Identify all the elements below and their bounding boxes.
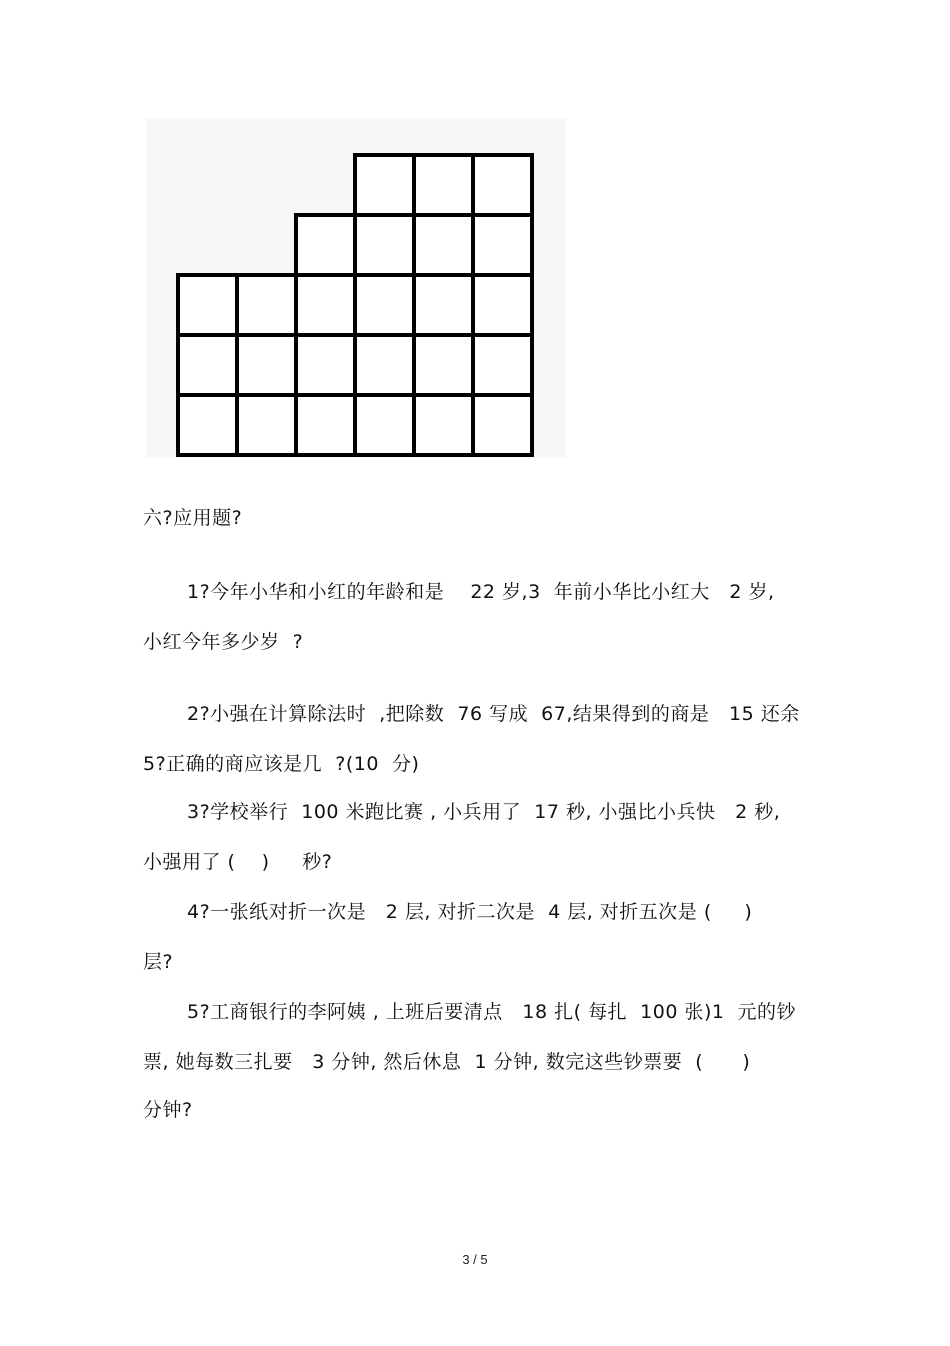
- grid-square: [178, 395, 237, 455]
- grid-square: [414, 395, 473, 455]
- grid-square: [296, 215, 355, 275]
- grid-square: [237, 275, 296, 335]
- grid-square: [414, 335, 473, 395]
- problem-1-line-1: 1?今年小华和小红的年龄和是 22 岁,3 年前小华比小红大 2 岁,: [187, 581, 775, 603]
- grid-square: [355, 395, 414, 455]
- grid-square: [296, 335, 355, 395]
- problem-3-line-1: 3?学校举行 100 米跑比赛 , 小兵用了 17 秒, 小强比小兵快 2 秒,: [187, 801, 781, 823]
- page-number: 3 / 5: [462, 1252, 488, 1267]
- problem-1-line-2: 小红今年多少岁 ?: [143, 631, 304, 653]
- grid-square: [414, 215, 473, 275]
- grid-square: [296, 275, 355, 335]
- grid-square: [473, 215, 532, 275]
- problem-5-line-2: 票, 她每数三扎要 3 分钟, 然后休息 1 分钟, 数完这些钞票要 ( ): [143, 1051, 751, 1073]
- grid-square: [473, 395, 532, 455]
- grid-square: [473, 155, 532, 215]
- grid-square: [355, 275, 414, 335]
- grid-square: [178, 275, 237, 335]
- problem-5-line-1: 5?工商银行的李阿姨 , 上班后要清点 18 扎( 每扎 100 张)1 元的钞: [187, 1001, 797, 1023]
- grid-square: [355, 335, 414, 395]
- grid-square: [237, 335, 296, 395]
- problem-4-line-1: 4?一张纸对折一次是 2 层, 对折二次是 4 层, 对折五次是 ( ): [187, 901, 753, 923]
- grid-drawing: [146, 118, 566, 458]
- grid-square: [355, 155, 414, 215]
- grid-square: [473, 275, 532, 335]
- grid-square: [414, 155, 473, 215]
- grid-square: [296, 395, 355, 455]
- grid-square: [355, 215, 414, 275]
- problem-5-line-3: 分钟?: [143, 1099, 193, 1121]
- grid-square: [414, 275, 473, 335]
- grid-square: [178, 335, 237, 395]
- grid-square: [237, 395, 296, 455]
- problem-3-line-2: 小强用了 ( ) 秒?: [143, 851, 333, 873]
- grid-square: [473, 335, 532, 395]
- staircase-grid-figure: [146, 118, 566, 458]
- problem-2-line-2: 5?正确的商应该是几 ?(10 分): [143, 753, 420, 775]
- problem-2-line-1: 2?小强在计算除法时 ,把除数 76 写成 67,结果得到的商是 15 还余: [187, 703, 800, 725]
- section-title: 六?应用题?: [143, 507, 243, 529]
- problem-4-line-2: 层?: [143, 951, 174, 973]
